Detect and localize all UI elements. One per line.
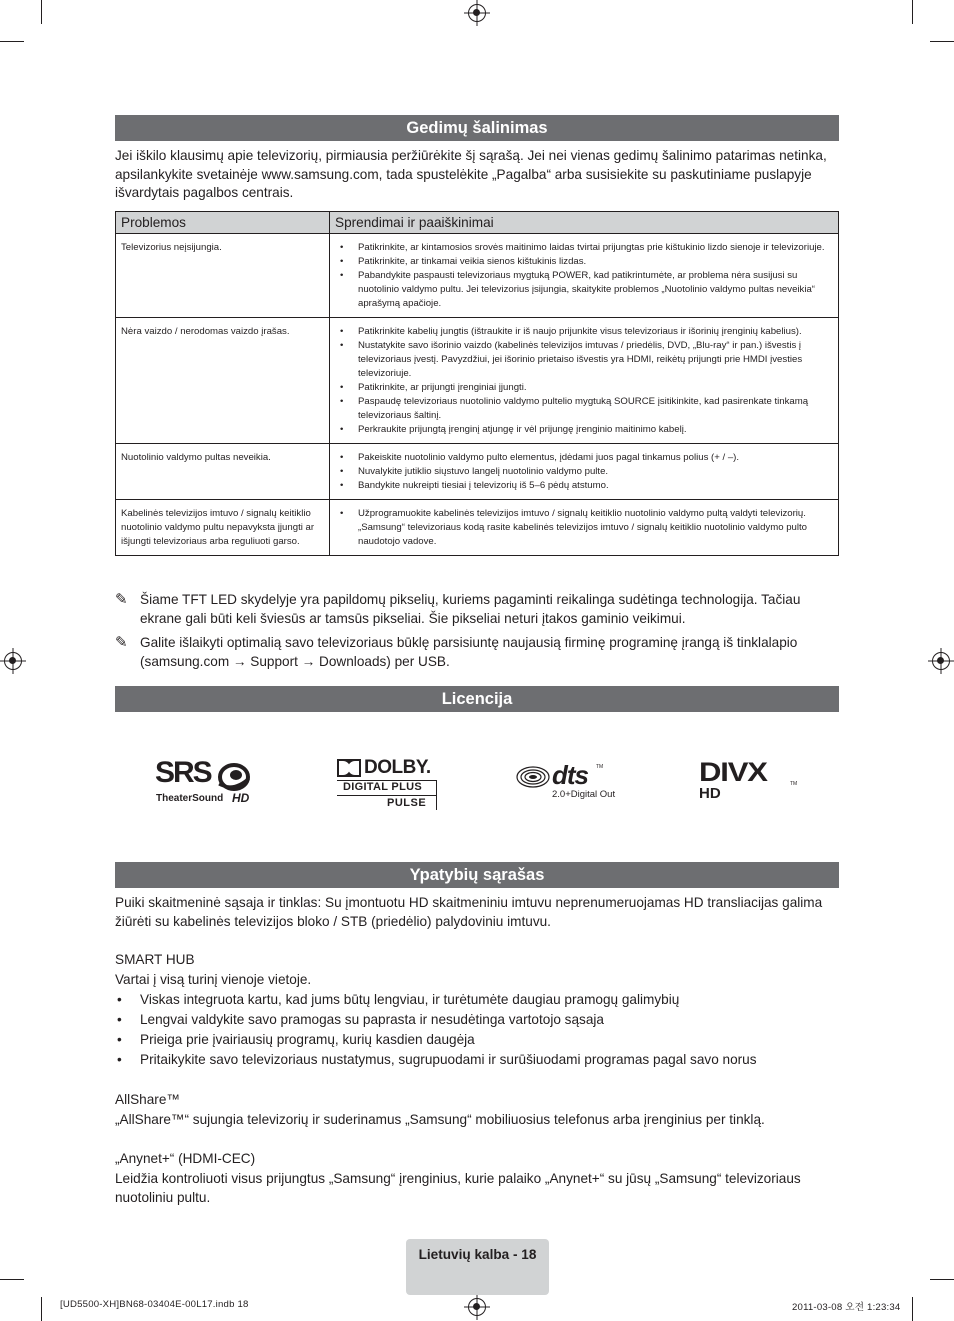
list-item: • Lengvai valdykite savo pramogas su paprasta ir nesudėtinga vartotojo sąsaja xyxy=(115,1011,839,1031)
anynet-description: Leidžia kontroliuoti visus prijungtus „Samsung“ įrenginius, kurie palaiko „Anynet+“ su jūsų „Samsung“ televizoriaus nuotoliniu pultu. xyxy=(115,1171,801,1205)
srs-hd-text: HD xyxy=(232,791,250,805)
allshare-heading: AllShare™ xyxy=(115,1092,180,1107)
list-item: • Patikrinkite, ar prijungti įrenginiai įjungti. xyxy=(335,381,833,395)
problem-cell: Televizorius neįsijungia. xyxy=(116,234,330,318)
srs-theatersound-text: TheaterSound xyxy=(156,793,224,804)
column-header-problems: Problemos xyxy=(116,212,330,234)
problem-cell: Nėra vaizdo / nerodomas vaizdo įrašas. xyxy=(116,318,330,444)
divx-hd-logo xyxy=(699,757,799,803)
list-item: • Pakeiskite nuotolinio valdymo pulto elementus, įdėdami juos pagal tinkamus polius (+ / –). xyxy=(335,451,833,465)
dolby-logo-text: DOLBY. xyxy=(364,757,431,778)
section-title-features: Ypatybių sąrašas xyxy=(115,862,839,888)
crop-mark xyxy=(41,0,42,24)
dolby-digital-plus-text: DIGITAL PLUS xyxy=(343,781,422,793)
list-item: • Nuvalykite jutiklio siųstuvo langelį nuotolinio valdymo pulte. xyxy=(335,465,833,479)
table-row xyxy=(116,444,839,500)
list-item: • Patikrinkite, ar kintamosios srovės maitinimo laidas tvirtai prijungtas prie kištukinio lizdo sienoje ir televizoriuje. xyxy=(335,241,833,255)
problem-cell: Nuotolinio valdymo pultas neveikia. xyxy=(116,444,330,500)
dts-logo-text: dts xyxy=(552,760,588,790)
anynet-heading: „Anynet+“ (HDMI-CEC) xyxy=(115,1151,256,1166)
smart-hub-description: Vartai į visą turinį vienoje vietoje. xyxy=(115,972,312,987)
srs-theatersound-logo xyxy=(155,756,260,808)
solutions-cell xyxy=(330,318,839,444)
divx-logo-text: DIVX xyxy=(699,757,767,787)
allshare-description: „AllShare™“ sujungia televizorių ir suderinamus „Samsung“ mobiliuosius telefonus arba įrenginius per tinklą. xyxy=(115,1112,765,1127)
registration-mark-icon xyxy=(932,652,950,670)
pencil-note-icon: ✎ xyxy=(115,591,128,608)
srs-logo-text: SRS xyxy=(155,756,211,789)
dts-digital-out-text: 2.0+Digital Out xyxy=(552,789,616,800)
crop-mark xyxy=(41,1297,42,1321)
file-slug-right: 2011-03-08 오전 1:23:34 xyxy=(792,1302,901,1313)
crop-mark xyxy=(912,0,913,24)
list-item: • Patikrinkite, ar tinkamai veikia sienos kištukinis lizdas. xyxy=(335,255,833,269)
table-row xyxy=(116,234,839,318)
section-title-troubleshooting: Gedimų šalinimas xyxy=(115,115,839,141)
column-header-solutions: Sprendimai ir paaiškinimai xyxy=(330,212,839,234)
crop-mark xyxy=(912,1297,913,1321)
dolby-digital-plus-logo xyxy=(337,758,439,812)
dts-logo xyxy=(516,762,626,802)
srs-circle-icon xyxy=(217,762,251,792)
divx-tm-text: TM xyxy=(790,781,798,787)
table-row xyxy=(116,318,839,444)
list-item: • Užprogramuokite kabelinės televizijos imtuvo / signalų keitiklio nuotolinio valdymo pultą valdyti televizorių. „Samsung“ televizoriaus kodą rasite kabelinės televizijos imtuvo / signalų keitiklio nuotolinio valdymo pulto naudotojo vadove. xyxy=(335,507,833,549)
dolby-divider xyxy=(436,780,437,810)
solutions-cell xyxy=(330,444,839,500)
dolby-pulse-text: PULSE xyxy=(387,797,427,809)
features-intro: Puiki skaitmeninė sąsaja ir tinklas: Su įmontuotu HD skaitmeniniu imtuvu neprenumeruojamas HD transliacijas galima žiūrėti su kabelinės televizijos bloko / STB (priedėlio) palydoviniu imtuvu. xyxy=(115,895,823,929)
registration-mark-icon xyxy=(468,4,486,22)
smart-hub-list xyxy=(115,991,839,1071)
dts-wave-icon xyxy=(516,766,550,788)
troubleshooting-intro: Jei iškilo klausimų apie televizorių, pirmiausia peržiūrėkite šį sąrašą. Jei nei vienas gedimų šalinimo patarimas netinka, apsilankykite svetainėje www.samsung.com, tada spustelėkite „Pagalba“ arba susisiekite su paskutiniame puslapyje išvardytais pagalbos centrais. xyxy=(115,148,827,200)
list-item: • Perkraukite prijungtą įrenginį atjungę ir vėl prijungę įrenginio maitinimo kabelį. xyxy=(335,423,833,437)
dts-tm-text: TM xyxy=(596,764,604,770)
section-title-license: Licencija xyxy=(115,686,839,712)
list-item: • Viskas integruota kartu, kad jums būtų lengviau, ir turėtumėte daugiau pramogų galimybių xyxy=(115,991,839,1011)
list-item: • Nustatykite savo išorinio vaizdo (kabelinės televizijos imtuvas / priedėlis, DVD, „Blu-ray“ ir pan.) išvestis į televizoriaus įvestį. Pavyzdžiui, jei išorinio prietaiso išvestis yra HDMI, reikėtų prijungti prie HMDI įvesties televizoriuje. xyxy=(335,339,833,381)
crop-mark xyxy=(930,41,954,42)
note-item: ✎ Šiame TFT LED skydelyje yra papildomų pikselių, kuriems pagaminti reikalinga sudėtinga technologija. Tačiau ekrane gali būti keli šviesūs ar tamsūs pikseliai. Šie pikseliai neturi įtakos gaminio veikimui. xyxy=(115,591,801,626)
list-item: • Pritaikykite savo televizoriaus nustatymus, sugrupuodami ir surūšiuodami programas pagal savo norus xyxy=(115,1051,839,1071)
registration-mark-icon xyxy=(4,652,22,670)
page-number-tab xyxy=(406,1239,549,1295)
note-item: ✎ Galite išlaikyti optimalią savo televizoriaus būklę parsisiuntę naujausią firminę programinę įrangą iš tinklalapio (samsung.com → Support → Downloads) per USB. xyxy=(115,634,798,669)
solutions-cell xyxy=(330,500,839,556)
table-header-row xyxy=(116,212,839,234)
divx-hd-text: HD xyxy=(699,785,721,802)
dolby-divider xyxy=(337,795,437,796)
file-slug-left: [UD5500-XH]BN68-03404E-00L17.indb 18 xyxy=(60,1299,249,1310)
list-item: • Prieiga prie įvairiausių programų, kurių kasdien daugėja xyxy=(115,1031,839,1051)
table-row xyxy=(116,500,839,556)
problem-cell: Kabelinės televizijos imtuvo / signalų keitiklio nuotolinio valdymo pultu nepavyksta įjungti ar išjungti televizoriaus arba reguliuoti garso. xyxy=(116,500,330,556)
troubleshooting-table xyxy=(115,211,839,556)
page-number-label: Lietuvių kalba - 18 xyxy=(418,1247,537,1262)
smart-hub-heading: SMART HUB xyxy=(115,952,195,967)
pencil-note-icon: ✎ xyxy=(115,634,128,651)
list-item: • Pabandykite paspausti televizoriaus mygtuką POWER, kad patikrintumėte, ar problema nėra susijusi su nuotolinio valdymo pultu. Jei televizorius įsijungia, skaitykite problemos „Nuotolinio valdymo pultas neveikia“ aprašymą apačioje. xyxy=(335,269,833,311)
registration-mark-icon xyxy=(468,1298,486,1316)
crop-mark xyxy=(930,1279,954,1280)
dolby-double-d-icon xyxy=(337,759,361,777)
crop-mark xyxy=(0,1279,24,1280)
list-item: • Bandykite nukreipti tiesiai į televizorių iš 5–6 pėdų atstumo. xyxy=(335,479,833,493)
list-item: • Patikrinkite kabelių jungtis (ištraukite ir iš naujo prijunkite visus televizoriaus ir išorinių įrenginių kabelius). xyxy=(335,325,833,339)
crop-mark xyxy=(0,41,24,42)
list-item: • Paspaudę televizoriaus nuotolinio valdymo pultelio mygtuką SOURCE įsitikinkite, kad pasirenkate tinkamą televizoriaus šaltinį. xyxy=(335,395,833,423)
solutions-cell xyxy=(330,234,839,318)
